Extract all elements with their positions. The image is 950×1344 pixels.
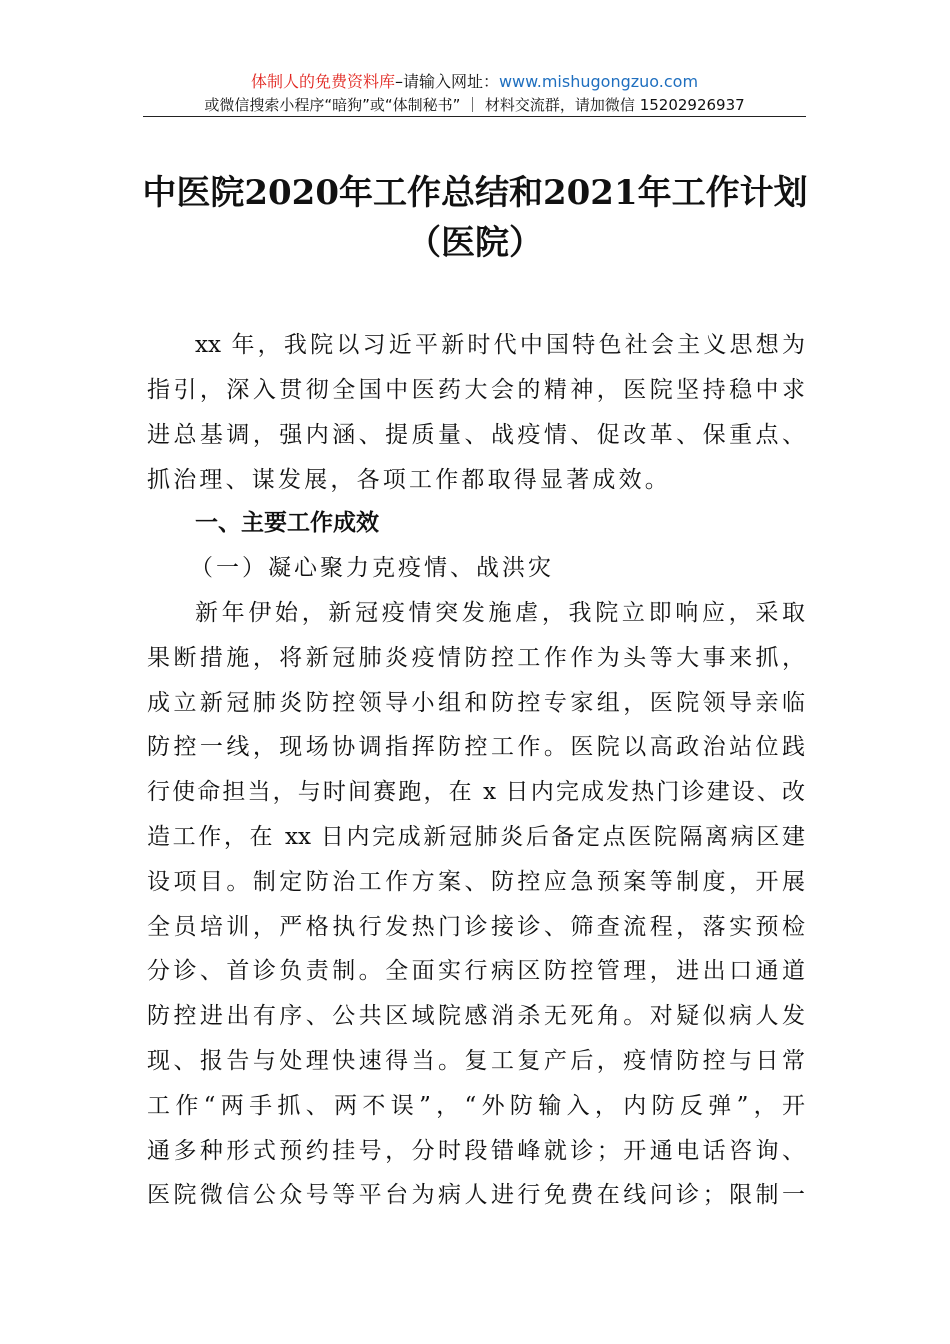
section-heading: 一、主要工作成效 bbox=[195, 510, 379, 536]
header-brand: 体制人的免费资料库 bbox=[250, 72, 395, 91]
header-url-prompt: –请输入网址： bbox=[394, 72, 499, 91]
paragraph-line: 医院微信公众号等平台为病人进行免费在线问诊；限制一 bbox=[147, 1182, 805, 1209]
paragraph-line: 造工作，在 xx 日内完成新冠肺炎后备定点医院隔离病区建 bbox=[147, 824, 805, 850]
paragraph-line: 全员培训，严格执行发热门诊接诊、筛查流程，落实预检 bbox=[147, 913, 805, 940]
paragraph-line: 成立新冠肺炎防控领导小组和防控专家组，医院领导亲临 bbox=[147, 689, 805, 716]
intro-line: 指引，深入贯彻全国中医药大会的精神，医院坚持稳中求 bbox=[147, 377, 805, 403]
paragraph-line: 果断措施，将新冠肺炎疫情防控工作作为头等大事来抓， bbox=[147, 644, 805, 671]
paragraph-line: 现、报告与处理快速得当。复工复产后，疫情防控与日常 bbox=[147, 1048, 805, 1074]
intro-line: 抓治理、谋发展，各项工作都取得显著成效。 bbox=[147, 467, 671, 493]
paragraph-line: 行使命担当，与时间赛跑，在 x 日内完成发热门诊建设、改 bbox=[147, 779, 805, 806]
paragraph-line: 通多种形式预约挂号，分时段错峰就诊；开通电话咨询、 bbox=[147, 1137, 805, 1164]
document-title: 中医院2020年工作总结和2021年工作计划 bbox=[142, 173, 808, 213]
paragraph-line: 设项目。制定防治工作方案、防控应急预案等制度，开展 bbox=[147, 868, 805, 895]
intro-line: 进总基调，强内涵、提质量、战疫情、促改革、保重点、 bbox=[147, 422, 805, 448]
paragraph-line: 防控一线，现场协调指挥防控工作。医院以高政治站位践 bbox=[147, 734, 805, 761]
header-divider bbox=[143, 116, 806, 117]
paragraph-line: 工作“两手抓、两不误”，“外防输入，内防反弹”，开 bbox=[147, 1092, 805, 1119]
paragraph-line: 防控进出有序、公共区域院感消杀无死角。对疑似病人发 bbox=[147, 1003, 805, 1030]
paragraph-line: 新年伊始，新冠疫情突发施虐，我院立即响应，采取 bbox=[195, 600, 805, 626]
header-line-1 bbox=[143, 70, 806, 94]
intro-line: xx 年，我院以习近平新时代中国特色社会主义思想为 bbox=[195, 332, 805, 358]
paragraph-line: 分诊、首诊负责制。全面实行病区防控管理，进出口通道 bbox=[147, 958, 805, 985]
subsection-heading: （一）凝心聚力克疫情、战洪灾 bbox=[190, 555, 554, 581]
header-line-2: 或微信搜索小程序“暗狗”或“体制秘书” ｜ 材料交流群，请加微信 15202926937 bbox=[204, 96, 745, 114]
document-subtitle: （医院） bbox=[407, 223, 543, 263]
watermark-header bbox=[143, 70, 806, 116]
header-url-link[interactable]: www.mishugongzuo.com bbox=[498, 72, 699, 91]
